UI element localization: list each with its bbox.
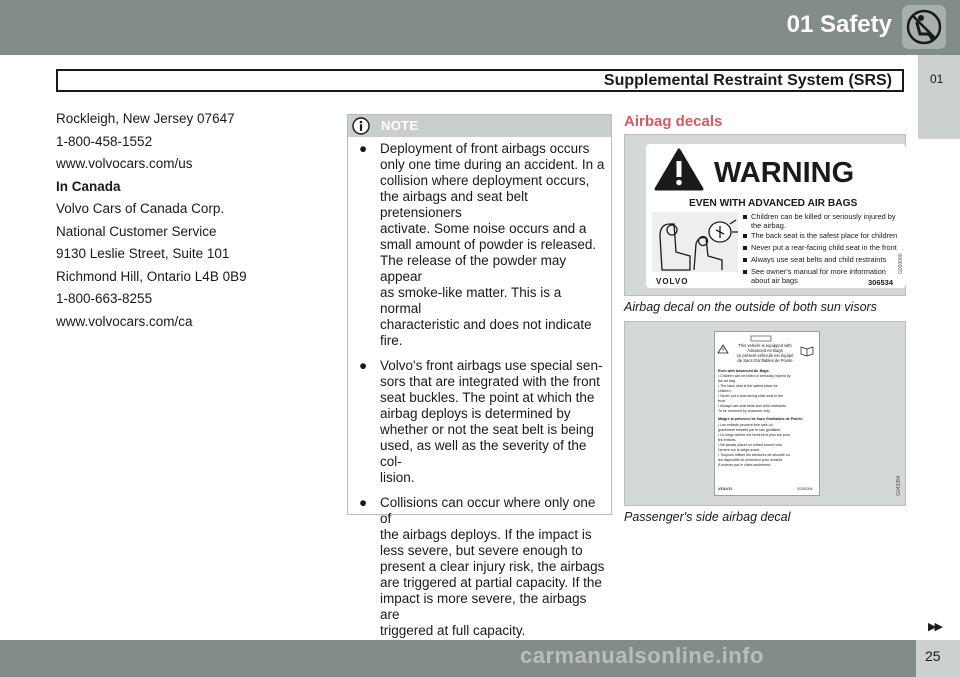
section-header [56,69,904,92]
info-icon [352,117,370,135]
decal-tab [751,336,771,341]
next-page-arrows-icon[interactable]: ▶▶ [928,621,941,633]
decal-brand: VOLVO [656,277,689,286]
note-box [347,114,612,638]
passenger-decal-caption: Passenger's side airbag decal [624,510,791,524]
bullet-icon [743,234,747,238]
contact-phone-ca: 1-800-663-8255 [56,291,153,306]
bullet-icon [743,270,747,274]
warning-triangle-icon [656,150,702,189]
note-item [356,495,606,639]
note-line: Collisions can occur where only one of [380,495,596,526]
decal-en-line: • Children can be killed or seriously injured by [718,374,791,378]
note-line: seat buckles. The point at which the [380,390,595,405]
contact-line: National Customer Service [56,223,217,239]
warning-heading: WARNING [714,157,855,189]
decal-en-line: the air bag. [718,379,736,383]
decal-en-line: • Never put a rear-facing child seat in the [718,394,783,398]
airbag-decals-heading: Airbag decals [624,113,723,130]
bullet-icon [743,258,747,262]
decal-fr-line: les dispositifs de protection pour enfants. [718,458,784,462]
decal-en-line: front. [718,399,727,403]
note-line: triggered at full capacity. [380,623,526,638]
bullet-icon: ● [359,358,368,373]
note-line: are triggered at partial capacity. If the [380,575,602,590]
decal-code: 31301004 [797,487,813,491]
decal-header-line: This vehicle is equipped with [738,343,792,348]
passenger-decal-figure [624,321,906,506]
warning-triangle-icon [718,345,728,353]
note-line: lision. [380,470,415,485]
note-line: impact is more severe, the airbags are [380,591,587,622]
decal-bullet-line: Children can be killed or seriously injured by [751,212,896,221]
note-line: whether or not the seat belt is being [380,422,594,437]
note-line: as smoke-like matter. This is a normal [380,285,562,316]
note-line: less severe, but severe enough to [380,543,583,558]
footer-band [0,640,960,677]
chapter-title: 01 Safety [786,11,892,38]
decal-bullet-line: The back seat is the safest place for children [751,231,898,240]
decal-fr-line: les enfants. [718,438,737,442]
decal-fr-line: • Toujours utiliser les ceintures de sécurité ou [718,453,790,457]
decal-code: 306534 [868,278,894,287]
sun-visor-decal-figure [624,134,906,296]
chapter-side-tab[interactable] [916,55,960,139]
note-title: NOTE [381,118,419,133]
contact-info [56,111,316,336]
decal-bullet-line: the airbag. [751,221,786,230]
decal-bullets [743,212,897,285]
warning-subtitle: EVEN WITH ADVANCED AIR BAGS [689,198,858,209]
page-number: 25 [925,648,941,664]
figure-code: G043394 [896,475,902,496]
contact-line: 9130 Leslie Street, Suite 101 [56,246,230,261]
contact-line: Richmond Hill, Ontario L4B 0B9 [56,268,247,284]
contact-phone-us: 1-800-458-1552 [56,133,153,149]
note-line: Deployment of front airbags occurs [380,141,590,156]
decal-fr-line: gravement blessés par le sac gonflable. [718,428,782,432]
decal-en-line: • Always use seat belts and child restraints. [718,404,787,408]
decal-bullet-line: See owner's manual for more information [751,267,886,276]
bullet-icon: ● [359,141,368,156]
note-line: fire. [380,333,403,348]
decal-fr-title: Malgré la présence de Sacs Gonflables de Pointe: [718,417,803,421]
note-line: Volvo's front airbags use special sen- [380,358,603,373]
decal-header-line: de Sacs Gonflables de Pointe [737,358,793,363]
chapter-side-tab-label: 01 [930,72,944,86]
decal-bullet-line: Never put a rear-facing child seat in the front [751,243,897,252]
decal-en-line: children. [718,389,732,393]
note-line: the airbags and seat belt pretensioners [380,189,528,220]
note-line: small amount of powder is released. [380,237,597,252]
note-line: characteristic and does not indicate [380,317,592,332]
airbag-illustration [652,212,738,272]
sun-visor-decal-caption: Airbag decal on the outside of both sun visors [624,300,877,314]
note-line: airbag deploys is determined by [380,406,571,421]
decal-header-line: Le présent véhicule est équipé [736,353,794,358]
decal-fr-line: À enlever par le client seulement. [718,463,772,467]
note-line: present a clear injury risk, the airbags [380,559,605,574]
note-header [348,115,611,137]
contact-line: Volvo Cars of Canada Corp. [56,201,225,216]
decal-fr-line: • Le siège arrière est l'endroit le plus sûr pour [718,433,791,437]
note-list [356,141,606,648]
decal-bullet-line: Always use seat belts and child restraints [751,255,887,264]
bullet-icon [743,215,747,219]
decal-en-line: • The back seat is the safest place for [718,384,778,388]
decal-en-line: To be removed by customer only. [718,409,771,413]
note-item [356,358,606,486]
decal-fr-line: l'arrière sur le siège avant. [718,448,761,452]
contact-website-us: www.volvocars.com/us [56,156,193,171]
contact-line: Rockleigh, New Jersey 07647 [56,111,235,126]
note-line: only one time during an accident. In a [380,157,605,172]
passenger-decal [714,331,820,496]
decal-bullet-line: about air bags [751,276,798,285]
section-title: Supplemental Restraint System (SRS) [603,72,892,89]
figure-code: G000000 [898,253,904,274]
note-line: collision where deployment occurs, [380,173,590,188]
sun-visor-decal [646,144,906,288]
no-seat-occupant-icon [902,5,946,49]
contact-website-ca: www.volvocars.com/ca [56,313,193,329]
decal-brand: VOLVO [718,486,732,491]
book-icon [801,347,813,356]
decal-fr-line: • Les enfants peuvent être tués ou [718,423,773,427]
note-line: sors that are integrated with the front [380,374,600,389]
decal-header-line: Advanced Air Bags [747,348,783,353]
note-line: used, as well as the severity of the col- [380,438,587,469]
bullet-icon [743,246,747,250]
bullet-icon: ● [359,495,368,510]
note-line: activate. Some noise occurs and a [380,221,587,236]
watermark: carmanualsonline.info [520,643,764,668]
note-line: the airbags deploys. If the impact is [380,527,592,542]
note-line: The release of the powder may appear [380,253,567,284]
decal-fr-line: • Ne jamais placer un enfant tourné vers [718,443,782,447]
note-item [356,141,606,349]
contact-canada-heading: In Canada [56,178,121,194]
decal-en-title: Even with Advanced Air Bags: [718,369,770,373]
side-tab-divider [916,55,918,139]
